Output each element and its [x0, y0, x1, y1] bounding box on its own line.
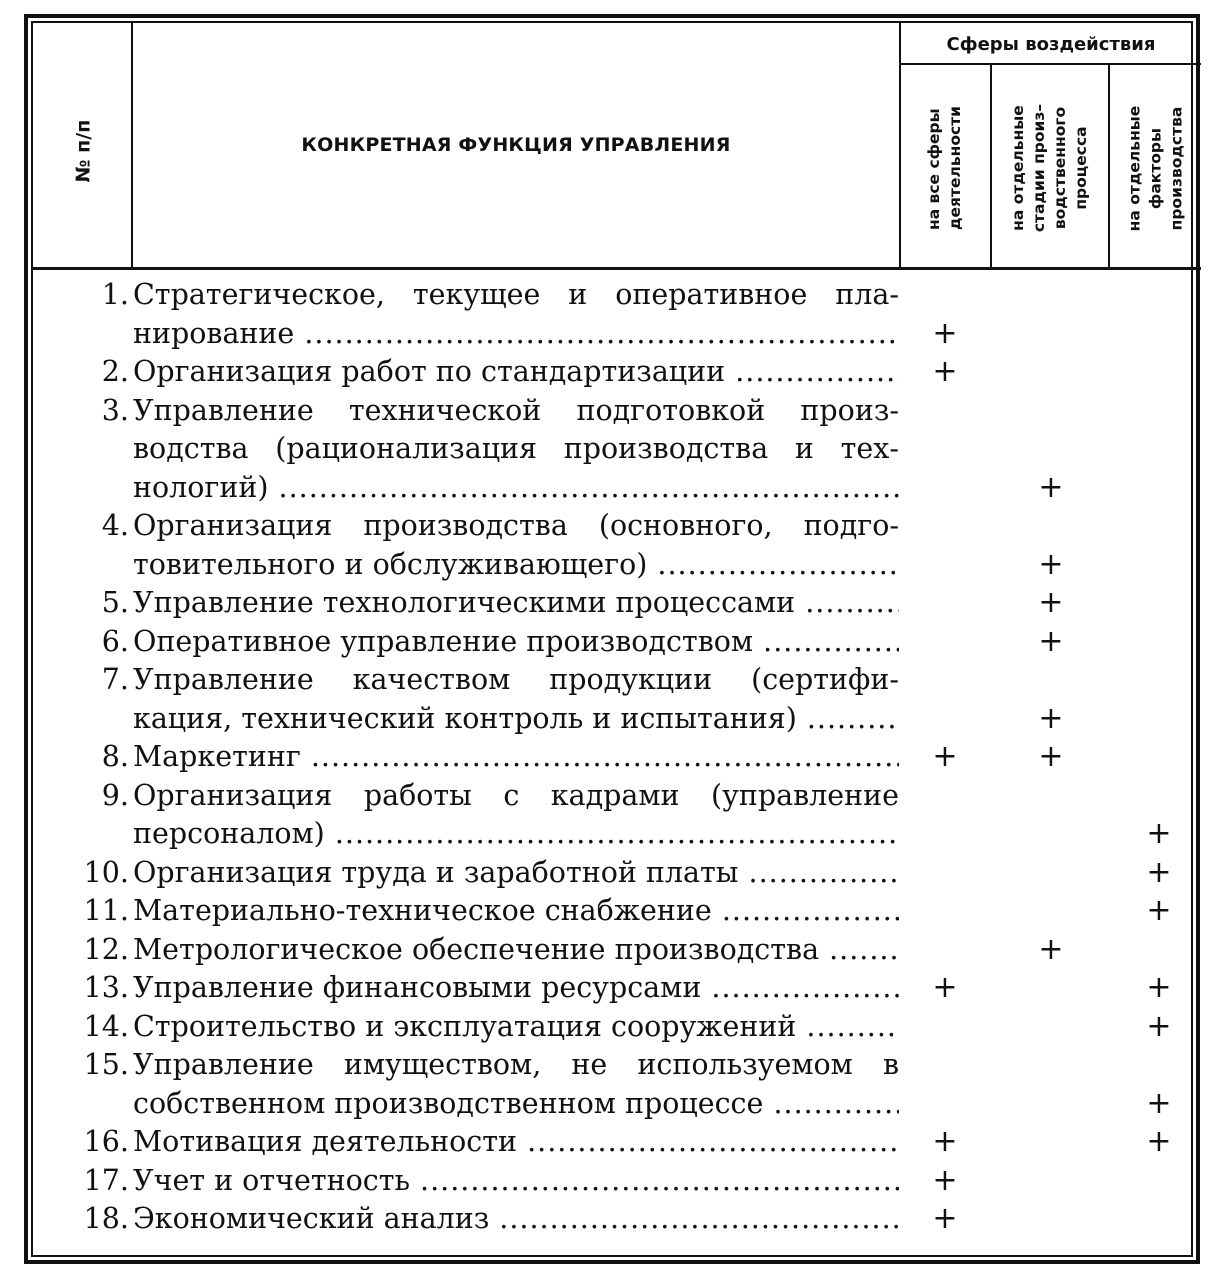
header-sphere-factors: на отдельные факторы производства: [1125, 105, 1185, 231]
header-function: КОНКРЕТНАЯ ФУНКЦИЯ УПРАВЛЕНИЯ: [301, 134, 731, 156]
function-list: [33, 276, 1201, 1239]
header-sphere-stages: на отдельные стадии произ– водственного процесса: [1009, 103, 1090, 233]
row-number: 18.: [83, 1202, 129, 1235]
mark-production-stages: +: [1038, 739, 1064, 774]
table-row: [33, 392, 1201, 508]
mark-production-factors: +: [1146, 816, 1172, 851]
row-text-line: Метрологическое обеспечение производства .....: [133, 931, 899, 970]
row-text-line: водства (рационализация производства и тех-: [133, 432, 899, 465]
mark-production-factors: +: [1146, 1124, 1172, 1159]
table-row: [33, 584, 1201, 623]
row-number: 5.: [101, 586, 129, 619]
table-row: [33, 1046, 1201, 1123]
row-number: 13.: [83, 971, 129, 1004]
mark-production-factors: +: [1146, 893, 1172, 928]
row-number: 1.: [101, 278, 129, 311]
row-number: 2.: [101, 355, 129, 388]
table-row: [33, 738, 1201, 777]
header-number: № п/п: [71, 119, 94, 183]
mark-production-stages: +: [1038, 931, 1064, 967]
mark-production-stages: +: [1038, 546, 1064, 582]
mark-production-stages: +: [1038, 700, 1064, 736]
row-number: 3.: [101, 393, 129, 427]
row-text-line: Материально-техническое снабжение .....: [133, 892, 899, 931]
row-number: 12.: [83, 932, 129, 966]
row-text-line: Управление технологическими процессами .....: [133, 584, 899, 623]
mark-production-factors: +: [1146, 970, 1172, 1005]
row-number: 9.: [101, 778, 129, 812]
table-row: [33, 623, 1201, 662]
row-text-line: Оперативное управление производством .....: [133, 623, 899, 662]
mark-all-spheres: +: [932, 354, 958, 389]
row-text-line: Маркетинг .....: [133, 738, 899, 777]
row-number: 17.: [83, 1163, 129, 1197]
table-row: [33, 661, 1201, 738]
table-row: [33, 1200, 1201, 1239]
table-inner: [31, 21, 1193, 1257]
row-number: 10.: [83, 855, 129, 889]
mark-production-stages: +: [1038, 469, 1064, 505]
table-row: [33, 777, 1201, 854]
row-text-line: Стратегическое, текущее и оперативное пла-: [133, 278, 899, 311]
header-spheres: Сферы воздействия: [946, 33, 1156, 55]
row-text-line: Организация работ по стандартизации .....: [133, 353, 899, 392]
mark-all-spheres: +: [932, 1124, 958, 1159]
row-text-line: собственном производственном процессе .....: [133, 1085, 899, 1124]
table-row: [33, 931, 1201, 970]
row-number: 8.: [101, 740, 129, 773]
row-text-line: Управление качеством продукции (сертифи-: [133, 663, 899, 696]
table-row: [33, 854, 1201, 893]
table-row: [33, 969, 1201, 1008]
mark-all-spheres: +: [932, 1162, 958, 1198]
row-text-line: Управление финансовыми ресурсами .....: [133, 969, 899, 1008]
row-number: 15.: [83, 1048, 129, 1081]
mark-all-spheres: +: [932, 1201, 958, 1236]
row-text-line: товительного и обслуживающего) .....: [133, 546, 899, 585]
table-row: [33, 276, 1201, 353]
row-text-line: Организация производства (основного, подго-: [133, 509, 899, 542]
table-row: [33, 892, 1201, 931]
mark-production-factors: +: [1146, 854, 1172, 890]
row-text-line: Организация работы с кадрами (управление: [133, 778, 899, 812]
row-text-line: Экономический анализ .....: [133, 1200, 899, 1239]
mark-production-stages: +: [1038, 585, 1064, 620]
row-number: 6.: [101, 624, 129, 658]
row-text-line: нирование .....: [133, 315, 899, 354]
row-text-line: нологий) .....: [133, 469, 899, 508]
row-number: 16.: [83, 1125, 129, 1158]
row-text-line: Учет и отчетность .....: [133, 1162, 899, 1201]
table-row: [33, 353, 1201, 392]
table-row: [33, 1162, 1201, 1201]
row-text-line: Организация труда и заработной платы .....: [133, 854, 899, 893]
table-row: [33, 507, 1201, 584]
mark-production-factors: +: [1146, 1008, 1172, 1044]
row-text-line: кация, технический контроль и испытания) .....: [133, 700, 899, 739]
row-text-line: Управление имуществом, не используемом в: [133, 1048, 899, 1081]
mark-all-spheres: +: [932, 970, 958, 1005]
row-text-line: Управление технической подготовкой произ-: [133, 393, 899, 427]
mark-production-factors: +: [1146, 1085, 1172, 1121]
mark-all-spheres: +: [932, 739, 958, 774]
row-text-line: Строительство и эксплуатация сооружений .....: [133, 1008, 899, 1047]
row-number: 11.: [83, 894, 129, 927]
row-number: 14.: [83, 1009, 129, 1043]
mark-all-spheres: +: [932, 315, 958, 351]
table-row: [33, 1123, 1201, 1162]
row-text-line: персоналом) .....: [133, 815, 899, 854]
row-number: 4.: [101, 509, 129, 542]
row-text-line: Мотивация деятельности .....: [133, 1123, 899, 1162]
header-sphere-all: на все сферы деятельности: [925, 105, 965, 231]
table-frame: [24, 14, 1200, 1264]
table-row: [33, 1008, 1201, 1047]
mark-production-stages: +: [1038, 623, 1064, 659]
row-number: 7.: [101, 663, 129, 696]
